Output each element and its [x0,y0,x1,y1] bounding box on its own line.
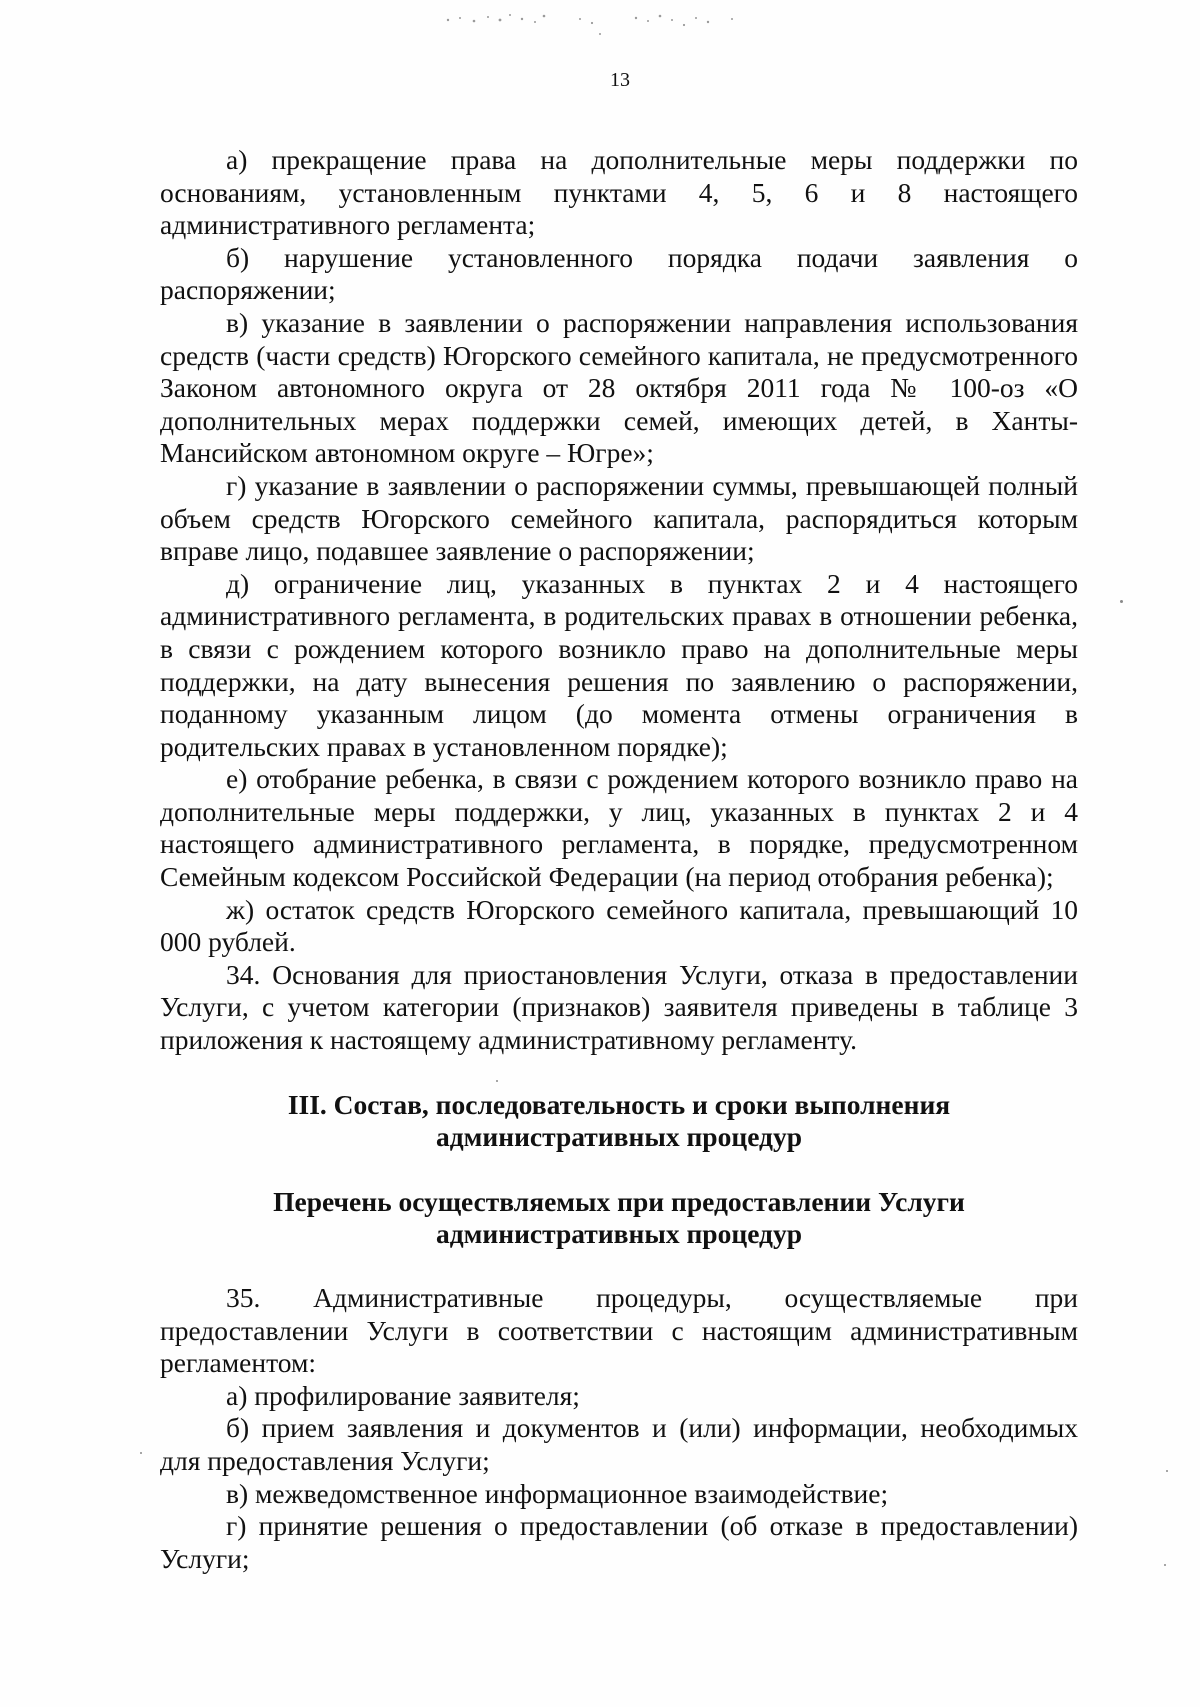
paragraph-g: г) указание в заявлении о распоряжении суммы, превышающей полный объем средств Югорского семейного капитала, распорядиться которым вправе лицо, подавшее заявление о распоряжении; [160,469,1078,567]
page-number: 13 [610,69,630,91]
paragraph-35: 35. Административные процедуры, осуществляемые при предоставлении Услуги в соответствии с настоящим административным регламентом: [160,1282,1078,1379]
subsection-heading [160,1186,1078,1251]
procedure-item-g: г) принятие решения о предоставлении (об отказе в предоставлении) Услуги; [160,1510,1078,1574]
procedure-item-v: в) межведомственное информационное взаимодействие; [226,1477,889,1509]
scan-speck [1166,1470,1168,1472]
paragraph-v: в) указание в заявлении о распоряжении направления использования средств (части средств) Югорского семейного капитала, не предусмотренного Законом автономного округа от 28 октября 2011 года № 100-оз «О дополнительных мерах поддержки семей, имеющих детей, в Ханты-Мансийском автономном округе – Югре»; [160,306,1078,469]
subsection-heading-line-2: административных процедур [436,1218,802,1250]
scan-noise-mark [440,6,760,40]
scan-speck [1120,600,1123,603]
section-heading-line-1: III. Состав, последовательность и сроки выполнения [287,1088,951,1120]
paragraph-zh: ж) остаток средств Югорского семейного капитала, превышающий 10 000 рублей. [160,893,1078,958]
document-body [160,144,1078,1575]
section-heading-line-2: административных процедур [436,1121,802,1153]
paragraph-e: е) отобрание ребенка, в связи с рождением которого возникло право на дополнительные меры поддержки, у лиц, указанных в пунктах 2 и 4 настоящего административного регламента, в порядке, предусмотренном Семейным кодексом Российской Федерации (на период отобрания ребенка); [160,763,1078,893]
section-heading [160,1089,1078,1154]
paragraph-a: а) прекращение права на дополнительные меры поддержки по основаниям, установленным пунктами 4, 5, 6 и 8 настоящего административного регламента; [160,144,1078,241]
paragraph-b: б) нарушение установленного порядка подачи заявления о распоряжении; [160,241,1078,306]
scan-speck [140,1452,142,1454]
procedure-item-b: б) прием заявления и документов и (или) информации, необходимых для предоставления Услуги; [160,1412,1078,1476]
scan-speck [1164,1564,1166,1566]
paragraph-34: 34. Основания для приостановления Услуги, отказа в предоставлении Услуги, с учетом категории (признаков) заявителя приведены в таблице 3 приложения к настоящему административному регламенту. [160,958,1078,1056]
paragraph-d: д) ограничение лиц, указанных в пунктах 2 и 4 настоящего административного регламента, в родительских правах в отношении ребенка, в связи с рождением которого возникло право на дополнительные меры поддержки, на дату вынесения решения по заявлению о распоряжении, поданному указанным лицом (до момента отмены ограничения в родительских правах в установленном порядке); [160,567,1078,762]
scan-speck [496,1080,498,1082]
procedure-item-a: а) профилирование заявителя; [226,1379,580,1411]
subsection-heading-line-1: Перечень осуществляемых при предоставлении Услуги [273,1185,965,1217]
